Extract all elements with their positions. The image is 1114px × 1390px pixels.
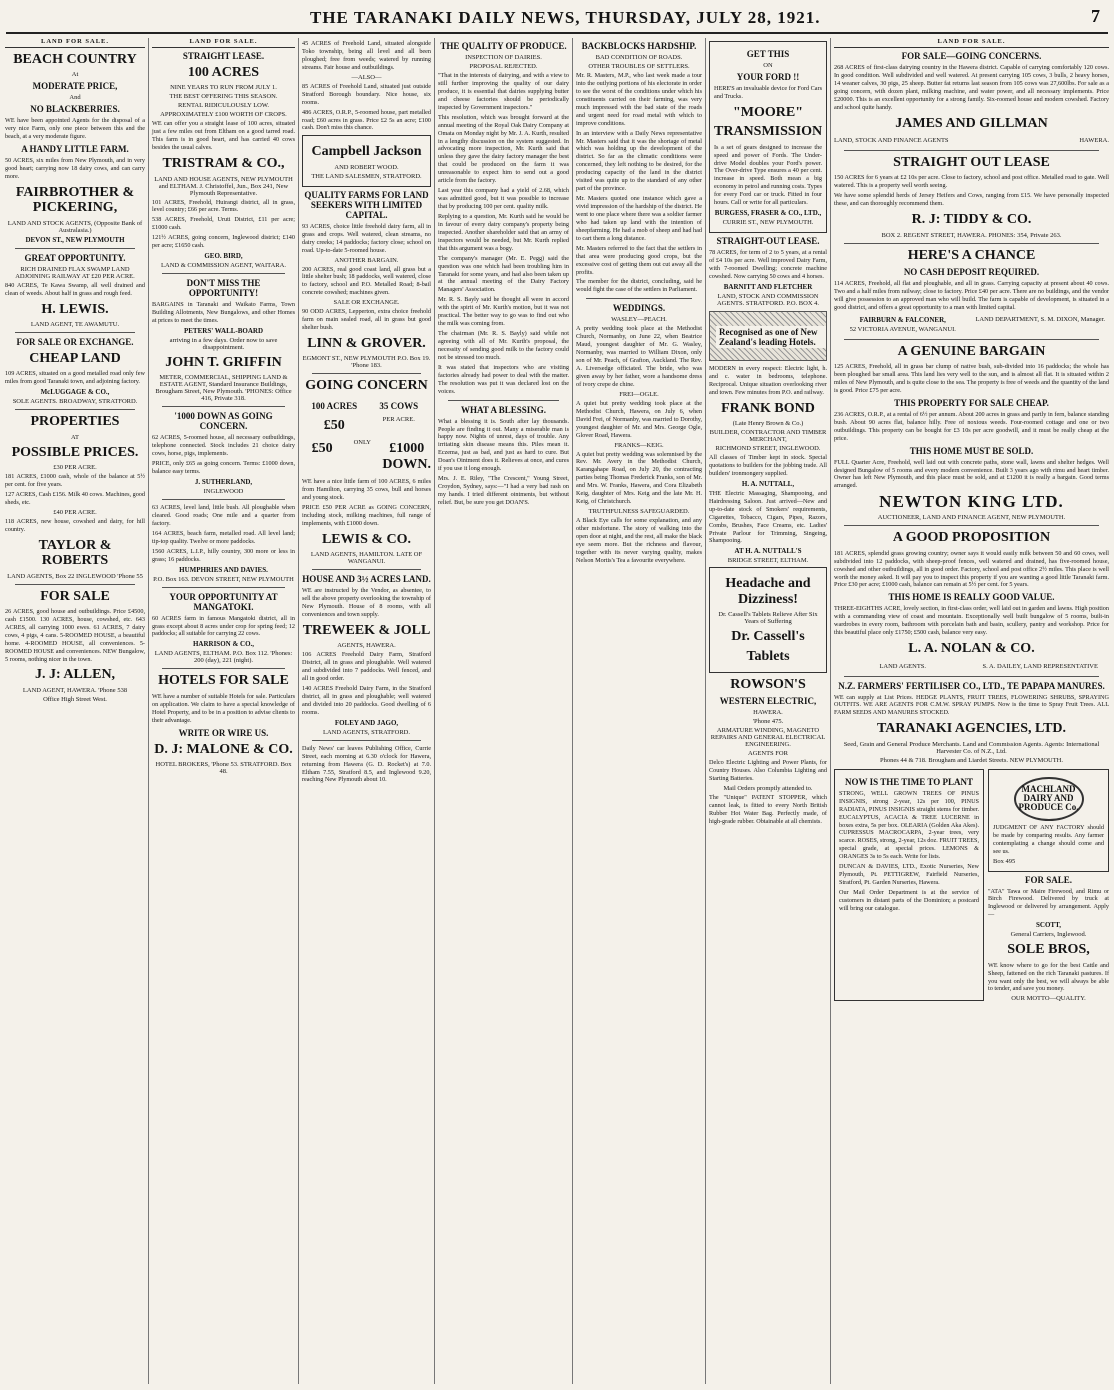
masthead bbox=[0, 0, 1114, 34]
column-1 bbox=[2, 38, 148, 1384]
agent-name: H. A. NUTTALL, bbox=[741, 479, 795, 488]
article-paragraph: Mr. Masters referred to the fact that the settlers in that area were producing good crops, but the excessive cost of getting them out cut away all the profits. bbox=[576, 244, 702, 276]
ad-body: Is a set of gears designed to increase the speed and power of Fords. The Under-drive Model doubles your Ford's power. The Over-drive Type ensures a 40 per cent. increase in speed. Both mean a big economy in petrol and running costs. Types for every Ford car or truck. Fitted in four hours. Call or write for all particulars. bbox=[714, 143, 822, 207]
ad-line: 35 COWS bbox=[379, 400, 419, 411]
article-headline: BACKBLOCKS HARDSHIP. bbox=[581, 41, 697, 51]
ad-heading: GOING CONCERN bbox=[305, 378, 428, 394]
ad-body: All classes of Timber kept in stock. Special quotations to builders for the jobbing trade. All builders' ironmongery supplied. bbox=[709, 454, 827, 477]
agent-name: GEO. BIRD, bbox=[204, 252, 243, 261]
agent-name: LEWIS & CO. bbox=[321, 531, 412, 547]
divider bbox=[844, 676, 1099, 677]
agent-name: FAIRBURN & FALCONER, bbox=[859, 315, 946, 324]
ad-heading: POSSIBLE PRICES. bbox=[11, 444, 139, 460]
agent-name: FRANK BOND bbox=[721, 400, 815, 416]
ad-line: At bbox=[71, 71, 79, 79]
ad-line: —ALSO— bbox=[351, 73, 382, 81]
ad-body: 840 ACRES, Te Kawa Swamp, all well drained and clean of weeds. About half in grass and rough feed. bbox=[5, 281, 145, 297]
ad-body: 268 ACRES of first-class dairying country in the Hawera district. Capable of carrying comfortably 120 cows. In good condition. Well subdivided and well watered. At present carrying 105 cows, 3 bulls, 2 heavy horses, 14 weaner calves, 30 pigs, 25 sheep. Butter fat returns last season from 105 cows was 27,600lbs. For sale as a going concern, with dozen plant, milking machine, and water power, and all necessary implements. Price £20000. This is an excellent opportunity for a strong family. Six-roomed house and modern cowshed. Factory and school quite handy. bbox=[834, 64, 1109, 111]
ad-body: WE can offer you a straight lease of 100 acres, situated just a few miles out from Eltham on a good tarred road. This farm is in good heart, and has carried 40 cows besides the usual calves. bbox=[152, 120, 295, 152]
ad-body: JUDGMENT OF ANY FACTORY should be made by comparing results. Any farmer contemplating a change should come and see us. bbox=[993, 823, 1104, 855]
article-paragraph: The member for the district, concluding, said he would fight the case of the settlers in Parliament. bbox=[576, 278, 702, 294]
agent-address: HAWERA. bbox=[753, 709, 783, 717]
ad-body: 125 ACRES, Freehold, all in grass bar clump of native bush, sub-divided into 16 paddocks; the whole has been ploughed bar small area. This land lies very well to the sun, and is almost all flat. It is situated within 2 miles of New Plymouth, and is quite close to the sea. The property is free of weeds and the quantity of the land is good. Price £75 per acre. bbox=[834, 363, 1109, 394]
agent-sub: LAND, STOCK AND FINANCE AGENTS bbox=[834, 137, 949, 145]
section-header: LAND FOR SALE. bbox=[152, 38, 295, 48]
article-paragraph: Mr. R. Masters, M.P., who last week made a tour into the outlying portions of his electorate in order to see the worst of the conditions under which his constituents carried on their farming, was very much impressed with the bad state of the roads and urgent need for road metal with which to improve conditions. bbox=[576, 72, 702, 127]
divider bbox=[448, 400, 559, 401]
agent-name: Campbell Jackson bbox=[311, 144, 422, 160]
agent-name: BARNITT AND FLETCHER bbox=[723, 282, 813, 291]
ad-body: DUNCAN & DAVIES, LTD., Exotic Nurseries, New Plymouth, Pt. PETTIGREW, Fairfield Nurseries, Stratford, Pt. Garden Nurseries, Hawera. bbox=[839, 863, 979, 887]
agent-sub: LAND AGENTS, ELTHAM. P.O. Box 112. 'Phones: 200 (day), 221 (night). bbox=[154, 650, 293, 665]
divider bbox=[312, 569, 421, 570]
article-paragraph: Mrs. J. E. Riley, "The Crescent," Young Street, Croydon, Sydney, says:—"I had a very bad rash on my hands. I tried different ointments, but without relief. But, be sure you get DOAN'S. bbox=[438, 475, 569, 506]
going-row bbox=[302, 414, 431, 437]
agent-name: FAIRBROTHER & PICKERING, bbox=[15, 185, 135, 216]
ad-line: ON bbox=[763, 62, 773, 69]
hotel-caption: Recognised as one of New Zealand's leading Hotels. bbox=[716, 326, 826, 348]
divider bbox=[15, 584, 135, 585]
agent-name: JAMES AND GILLMAN bbox=[895, 115, 1048, 131]
ad-heading: FOR SALE—GOING CONCERNS. bbox=[901, 51, 1042, 61]
agent-sub: General Carriers, Inglewood. bbox=[1010, 931, 1087, 939]
agent-address: 'Phone 475. bbox=[752, 718, 784, 726]
ad-body: 181 ACRES, splendid grass growing country; owner says it would easily milk between 50 and 60 cows, well subdivided into 12 paddocks, with sheep-proof fences, well watered and drained, has five-roomed house, cowshed and other outbuildings, all in good order. Factory, school and post office 2½ miles. This place is well worth the money asked. It will pay you to inspect this property if you are wanting a good little Taranaki farm. Price £30 per acre; £1000 cash, balance can remain at 5½ per cent. for 5 years. bbox=[834, 549, 1109, 589]
ad-line: AGENTS FOR bbox=[748, 750, 788, 758]
agent-name: TARANAKI AGENCIES, LTD. bbox=[876, 721, 1067, 737]
agent-sub: LAND AGENTS, STRATFORD. bbox=[322, 728, 411, 736]
ad-line: £50 bbox=[323, 417, 345, 433]
divider bbox=[15, 248, 135, 249]
agent-sub: P.O. Box 163. DEVON STREET, NEW PLYMOUTH bbox=[153, 575, 294, 583]
agent-name: McLUGGAGE & CO., bbox=[40, 388, 110, 397]
ad-right-stack bbox=[984, 766, 1109, 1005]
article-paragraph: This resolution, which was brought forward at the annual meeting of the Royal Oak Dairy Company at Omata on Monday night by Mr. J. A. Kurth, resulted in a lengthy discussion on the system suggested. In advocating more inspection, Mr. Kurth said that unless they gave the dairy factory manager the best that could be produced on the farm it was unreasonable to expect him to send out a good article from the factory. bbox=[438, 113, 569, 185]
ad-body: 101 ACRES, Freehold, Huirangi district, all in grass, level country; £66 per acre. Terms. bbox=[152, 198, 295, 214]
agent-sub: LAND AGENT, HAWERA. 'Phone 538 bbox=[22, 686, 128, 694]
ad-heading: DON'T MISS THE OPPORTUNITY! bbox=[186, 278, 261, 299]
agent-name: J. SUTHERLAND, bbox=[194, 478, 253, 487]
ad-body: The "Unique" PATENT STOPPER, which cannot leak, is fitted to every North British Rubber Hot Water Bag. Perfectly made, of high-grade rubber. Obtainable at all chemists. bbox=[709, 794, 827, 825]
divider bbox=[844, 150, 1099, 151]
agent-sub: EGMONT ST., NEW PLYMOUTH P.O. Box 19. 'Phone 183. bbox=[302, 355, 431, 370]
agent-sub: LAND AGENTS. bbox=[879, 662, 927, 670]
ad-heading: Dr. Cassell's bbox=[731, 629, 805, 645]
ad-heading: THIS HOME IS REALLY GOOD VALUE. bbox=[888, 592, 1055, 603]
ad-body: We have some splendid herds of Jersey Heifers and Cows, ranging from £15. We have personally inspected these, and can thoroughly recommend them. bbox=[834, 192, 1109, 208]
ad-body: 26 ACRES, good house and outbuildings. Price £4500, cash £1500. 130 ACRES, house, cowshed, etc. 643 ACRES, all carrying 1000 ewes. 61 ACRES, 7 dairy cows, 4 pigs, 4 cans. 5-ROOMED HOUSE, a beautiful home. 4-ROOMED HOUSE, all conveniences. 5-ROOMED HOUSE and conveniences. NEW Bungalow, 5 rooms, nothing nicer in the town. bbox=[5, 607, 145, 663]
agent-name: ROWSON'S bbox=[730, 676, 806, 692]
ad-heading: THIS HOME MUST BE SOLD. bbox=[909, 445, 1034, 456]
article-paragraph: The company's manager (Mr. E. Pegg) said the question was one which had been troubling him in Taranaki for some years, and had also been taken up at the annual meeting of the Dairy Factory Managers' Association. bbox=[438, 254, 569, 294]
ad-body: WE have a nice little farm of 100 ACRES, 6 miles from Hamilton, carrying 35 cows, bull and horses and young stock. bbox=[302, 478, 431, 501]
article-subhead: OTHER TROUBLES OF SETTLERS. bbox=[588, 63, 690, 70]
ad-line: YOUR FORD !! bbox=[736, 72, 800, 82]
agent-address: HAWERA. bbox=[1079, 137, 1109, 145]
agent-sub: S. A. DAILEY, LAND REPRESENTATIVE bbox=[982, 662, 1098, 670]
article-paragraph: The chairman (Mr. R. S. Bayly) said while not agreeing with all of Mr. Kurth's proposal, the necessity of sending good milk to the factory could not be stressed too much. bbox=[438, 330, 569, 361]
ad-body: 109 ACRES, situated on a good metalled road only few miles from good Taranaki town, and adjoining factory. bbox=[5, 370, 145, 386]
ad-body: 90 ODD ACRES, Lepperton, extra choice freehold farm on main sealed road, all in grass but good shelter bush. bbox=[302, 308, 431, 332]
agent-name: FOLEY AND JAGO, bbox=[334, 718, 399, 727]
article-subhead: PROPOSAL REJECTED. bbox=[469, 63, 538, 70]
ad-heading: 100 ACRES bbox=[187, 65, 260, 80]
ad-heading: STRAIGHT LEASE. bbox=[182, 51, 265, 61]
divider bbox=[162, 406, 285, 407]
agent-name: JOHN T. GRIFFIN bbox=[165, 354, 282, 370]
ad-heading: A GENUINE BARGAIN bbox=[897, 343, 1046, 359]
agent-name: BURGESS, FRASER & CO., LTD., bbox=[714, 209, 822, 218]
divider bbox=[844, 339, 1099, 340]
agent-name: SCOTT, bbox=[1036, 921, 1061, 930]
agent-name: TRISTRAM & CO., bbox=[162, 156, 285, 172]
ad-line: ARMATURE WINDING, MAGNETO REPAIRS AND GENERAL ELECTRICAL ENGINEERING. bbox=[710, 727, 826, 749]
ad-heading: STRAIGHT OUT LEASE bbox=[893, 155, 1050, 171]
ad-body: 486 ACRES, O.R.P., 5-roomed house, part metalled road; £60 acres in grass. Price £2 5s an acre; £100 cash. Don't miss this chance. bbox=[302, 108, 431, 132]
ad-heading: Tablets bbox=[746, 648, 790, 664]
ad-body: 45 ACRES of Freehold Land, situated alongside Toko township, being all level and all been ploughed; free from weeds; watered by running streams. Fair house and outbuildings. bbox=[302, 40, 431, 71]
ad-body: Delco Electric Lighting and Power Plants, for Country Houses. Also Columbia Lighting and Starting Batteries. bbox=[709, 759, 827, 783]
column-3 bbox=[298, 38, 434, 1384]
agent-sub: AND ROBERT WOOD. bbox=[334, 163, 399, 171]
ad-body: 181 ACRES, £1000 cash, whole of the balance at 5½ per cent. for five years. bbox=[5, 473, 145, 489]
agent-sub: INGLEWOOD bbox=[203, 488, 244, 496]
agent-row bbox=[834, 661, 1109, 672]
agent-name: HUMPHRIES AND DAVIES. bbox=[179, 565, 268, 574]
hotel-illustration bbox=[709, 311, 827, 361]
article-paragraph: "That in the interests of dairying, and with a view to still further improving the quality of our dairy produce, it is essential that dairies supplying butter and cheese factories should be periodically inspected by Government inspectors." bbox=[438, 72, 569, 111]
ad-body: 538 ACRES, Freehold, Uruti District, £11 per acre; £1000 cash. bbox=[152, 216, 295, 232]
ad-body: PRICE, only £65 as going concern. Terms: £1000 down, balance easy terms. bbox=[152, 460, 295, 476]
ad-body: 50 ACRES, six miles from New Plymouth, and in very good heart; carrying now 18 dairy cows, and can carry more. bbox=[5, 157, 145, 181]
divider bbox=[312, 373, 421, 374]
ad-body: 78 ACRES, for term of 2 to 5 years, at a rental of £4 10s per acre. Well improved Dairy Farm, with 7-roomed Dwelling; concrete machine cowshed. Now carrying 50 cows and 4 horses. bbox=[709, 249, 827, 280]
agent-sub: METER, COMMERCIAL, SHIPPING LAND & ESTATE AGENT, Standard Insurance Buildings, Brougham Street, New Plymouth. 'PHONES: Office 416, Private 318. bbox=[155, 374, 292, 403]
ad-line: RICH DRAINED FLAX SWAMP LAND ADJOINING RAILWAY AT £20 PER ACRE. bbox=[15, 265, 135, 280]
section-header: LAND FOR SALE. bbox=[834, 38, 1109, 48]
ad-line: OUR MOTTO—QUALITY. bbox=[1011, 995, 1086, 1003]
ad-line: MODERATE PRICE, bbox=[32, 81, 118, 92]
ad-heading: PROPERTIES bbox=[30, 414, 120, 430]
ad-body: THREE-EIGHTHS ACRE, lovely section, in first-class order, well laid out in garden and lawns. High position with a commanding view of coast and mountain. Exceptionally well built bungalow of 5 rooms, built-in wardrobes in every room, bathroom with porcelain bath and basin, scullery, pantry and workshop. Price for this beautiful place only £1750; £500 cash, balance very easy. bbox=[834, 605, 1109, 637]
ad-line: Box 495 bbox=[993, 857, 1016, 865]
agent-name: TAYLOR & ROBERTS bbox=[38, 537, 112, 569]
article-paragraph: Mr. Masters quoted one instance which gave a vivid impression of the hardship of the district. He went to one place where there was a soldier farmer who had taken up land with the intention of sheepfarming. He had a mob of sheep and had had to cart them a long distance. bbox=[576, 195, 702, 242]
ad-body: WE can supply at List Prices. HEDGE PLANTS, FRUIT TREES, FLOWERING SHRUBS, SPRAYING OUTFITS. WE ARE AGENTS FOR C.M.W. SPRAY PUMPS. Now is the time to Spray Fruit Trees. ALL FARM SEEDS AND MANURES STOCKED. bbox=[834, 693, 1109, 717]
agent-row bbox=[834, 314, 1109, 335]
article-paragraph: Last year this company had a yield of 2.68, which was admitted good, but it was possible to increase that by producing 100 per cent. quality milk. bbox=[438, 187, 569, 210]
ad-body: 118 ACRES, new house, cowshed and dairy, for hill country. bbox=[5, 517, 145, 533]
ad-line: Dr. Cassell's Tablets Relieve After Six Years of Suffering bbox=[718, 611, 818, 626]
agent-sub: LAND AND HOUSE AGENTS, NEW PLYMOUTH and ELTHAM. J. Christoffel, Jun., Box 241, New Plymouth Representative. bbox=[154, 175, 293, 197]
agent-sub: SOLE AGENTS. BROADWAY, STRATFORD. bbox=[12, 398, 138, 406]
section-header: LAND FOR SALE. bbox=[5, 38, 145, 48]
ad-line: PETERS' WALL-BOARD bbox=[183, 326, 264, 335]
agent-address: BRIDGE STREET, ELTHAM. bbox=[727, 557, 809, 565]
ad-line: 100 ACRES bbox=[311, 400, 358, 411]
ad-body: 200 ACRES, real good coast land, all grass but a little shelter bush; 18 paddocks, well watered, close to factory, school and P.O. Metalled Road; 8-bail concrete cowshed; machines given. bbox=[302, 265, 431, 297]
ad-heading: HOTELS FOR SALE bbox=[158, 673, 289, 689]
ad-heading: HERE'S A CHANCE bbox=[907, 247, 1036, 263]
ad-body: 85 ACRES of Freehold Land, situated just outside Stratford Borough boundary. Nice house, six rooms. bbox=[302, 82, 431, 106]
ad-heading: BEACH COUNTRY bbox=[13, 52, 137, 67]
ad-body: 150 ACRES for 6 years at £2 10s per acre. Close to factory, school and post office. Metalled road to gate. Well watered. This is a property well worth seeing. bbox=[834, 174, 1109, 190]
ad-line: SALE OR EXCHANGE. bbox=[333, 299, 400, 307]
divider bbox=[162, 499, 285, 500]
ad-line: NO BLACKBERRIES. bbox=[30, 104, 120, 115]
ad-body: MODERN in every respect: Electric light, h. and c. water in bedrooms, telephone. Reciprocal. Unique situation overlooking river and town. Few minutes from P.O. and railway. bbox=[709, 364, 827, 396]
ad-line: arriving in a few days. Order now to save disappointment. bbox=[169, 336, 278, 351]
agent-address: DEVON ST., NEW PLYMOUTH bbox=[25, 235, 125, 244]
ad-line: WRITE OR WIRE US. bbox=[178, 727, 269, 738]
ad-body: WE have been appointed Agents for the disposal of a very nice Farm, only one piece between this and the beach, at a very moderate figure. bbox=[5, 117, 145, 141]
agent-name: H. LEWIS. bbox=[41, 301, 109, 317]
agent-sub: BOX 2. REGENT STREET, HAWERA. PHONES: 354, Private 263. bbox=[881, 231, 1062, 239]
agent-sub: LAND AND STOCK AGENTS, (Opposite Bank of Australasia.) bbox=[7, 219, 143, 234]
agent-sub: AUCTIONEER, LAND AND FINANCE AGENT, NEW PLYMOUTH. bbox=[877, 514, 1066, 522]
ad-body: HERE'S an invaluable device for Ford Cars and Trucks. bbox=[714, 85, 822, 100]
ad-line: Mail Orders promptly attended to. bbox=[723, 785, 813, 793]
ad-body: "ATA" Tawa or Maire Firewood, and Rimu or Birch Firewood. Delivered by truck at Inglewood or delivered by arrangement. Apply— bbox=[988, 887, 1109, 919]
ad-body: 127 ACRES, Cash £156. Milk 40 cows. Machines, good sheds, etc. bbox=[5, 490, 145, 506]
agent-address: RICHMOND STREET, INGLEWOOD. bbox=[715, 445, 821, 453]
going-row bbox=[302, 398, 431, 414]
ad-heading: '1000 DOWN AS GOING CONCERN. bbox=[174, 411, 273, 432]
ad-heading: NOW IS THE TIME TO PLANT bbox=[845, 776, 973, 787]
agent-sub: LAND, STOCK AND COMMISSION AGENTS. STRATFORD. P.O. BOX 4. bbox=[716, 292, 820, 307]
agent-address: THE LAND SALESMEN, STRATFORD. bbox=[311, 172, 422, 180]
ad-heading: THIS PROPERTY FOR SALE CHEAP. bbox=[894, 397, 1049, 408]
ad-line: ANOTHER BARGAIN. bbox=[334, 256, 399, 264]
agent-name: HARRISON & CO., bbox=[192, 640, 255, 649]
article-subhead: WASLEY—PEACH. bbox=[611, 316, 667, 324]
ad-line: PER ACRE. bbox=[382, 415, 415, 423]
agent-name: L. A. NOLAN & CO. bbox=[908, 641, 1035, 657]
ad-body: 236 ACRES, O.R.P., at a rental of 6½ per annum. About 200 acres in grass and partly in fern, balance standing bush. About 90 acres flat, balance hilly. Free of noxious weeds. Four-roomed cottage and one or two outbuildings. This property can be bought for £3 10s per acre goodwill, and it must be really cheap at the price. bbox=[834, 410, 1109, 442]
ad-body: FULL Quarter Acre, Freehold, well laid out with concrete paths, stone wall, lawns and shelter hedges. Well designed Bungalow of 5 rooms and every modern convenience. Built 3 years ago with rimu and heart timber. Owner has left New Plymouth, and this place must be sold, and at £1200 it is really a bargain. Good terms arranged. bbox=[834, 458, 1109, 490]
agent-left bbox=[834, 314, 972, 335]
ad-heading: "MOORE" bbox=[733, 104, 803, 120]
article-headline: WEDDINGS. bbox=[612, 303, 666, 314]
divider bbox=[162, 273, 285, 274]
ad-line: RENTAL RIDICULOUSLY LOW. bbox=[177, 102, 270, 110]
divider bbox=[162, 668, 285, 669]
article-subhead: TRUTHFULNESS SAFEGUARDED. bbox=[588, 508, 690, 516]
article-paragraph: It was stated that inspectors who are visiting factories already had power to deal with the matter. The resolution was put it was declared lost on the voices. bbox=[438, 363, 569, 395]
divider bbox=[15, 332, 135, 333]
divider bbox=[844, 525, 1099, 526]
article-paragraph: A quiet but pretty wedding took place at the Methodist Church, Hawera, on July 6, when David Frei, of Normanby, was married to Dorothy, youngest daughter of Mr. and Mrs. George Ogle, Glover Road, Hawera. bbox=[576, 399, 702, 439]
ad-heading: CHEAP LAND bbox=[29, 351, 121, 367]
divider bbox=[844, 243, 1099, 244]
ad-body: 93 ACRES, choice little freehold dairy farm, all in grass and crops. Well watered, clean streams, no dairy creeks; 14 paddocks; factory close; school on road. Up-to-date 5-roomed house. bbox=[302, 222, 431, 254]
column-4 bbox=[434, 38, 572, 1384]
agent-name: SOLE BROS, bbox=[1007, 942, 1090, 958]
article-paragraph: Replying to a question, Mr. Kurth said he would be in favour of every dairy company's property being inspected. Another shareholder said that an army of inspectors would be needed, but Mr. Kurth replied that this argument was a bogy. bbox=[438, 212, 569, 252]
ad-body: WE have a number of suitable Hotels for sale. Particulars on application. We claim to have a special knowledge of Hotel Property, and to be in a position to advise clients to their advantage. bbox=[152, 692, 295, 724]
agent-sub: LAND AGENTS, HAMILTON. LATE OF WANGANUI. bbox=[310, 551, 423, 566]
ad-body: 140 ACRES Freehold Dairy Farm, in the Stratford district, all in grass and ploughable; well watered and divided into 20 paddocks. Good dwelling of 6 rooms. bbox=[302, 684, 431, 716]
article-paragraph: A pretty wedding took place at the Methodist Church, Normanby, on June 22, when Beatrice Maud, youngest daughter of Mr. G. Wasley, Normanby, was married to William Dixon, only son of Mr. Peach, of Grafton, Auckland. The Rev. A. Liversedge officiated. The bride, who was given away by her father, wore a handsome dress of ivory crepe de chine. bbox=[576, 325, 702, 388]
ad-line: And bbox=[69, 94, 81, 102]
agent-sub: (Late Henry Brown & Co.) bbox=[732, 420, 804, 428]
agent-sub: Seed, Grain and General Produce Merchants. Land and Commission Agents. Agents: International Harvester Co. of N.Z., Ltd. bbox=[843, 740, 1100, 755]
agent-name: R. J: TIDDY & CO. bbox=[911, 212, 1032, 228]
article-paragraph: What a blessing it is. South after lay thousands. People are finding it out. Many a miserable man is happy now. Nights of unrest, days of trouble. Any irritating skin disease means this. Piles mean it. Eczema, just as bad, and just as hard to cure. But Doan's Ointment does it. Relieves at once, and cures if you use it long enough. bbox=[438, 417, 569, 473]
article-paragraph: A Black Eye calls for some explanation, and any other misfortune. The story of walking into the open door at night, and the rest, all make the black eye seem more. But the richness and flavour, together with its never varying quality, makes Nelson Mortis's Tea a favourite everywhere. bbox=[576, 517, 702, 564]
bottom-split bbox=[834, 766, 1109, 1005]
column-7 bbox=[830, 38, 1112, 1384]
divider bbox=[15, 409, 135, 410]
agent-sub: AGENTS, HAWERA. bbox=[337, 642, 396, 650]
ad-body: 121½ ACRES, going concern, Inglewood district; £140 per acre; £1650 cash. bbox=[152, 234, 295, 250]
ad-line: ONLY bbox=[353, 439, 371, 447]
ad-heading: FOR SALE bbox=[40, 588, 110, 604]
agent-sub: LAND AGENT, TE AWAMUTU. bbox=[30, 321, 120, 329]
ad-body: 60 ACRES farm in famous Mangatoki district, all in grass except about 8 acres under crop for spring feed; 12 paddocks; all suitable for carrying 22 cows. bbox=[152, 614, 295, 638]
masthead-rule bbox=[6, 32, 1108, 34]
ad-body: WE know where to go for the best Cattle and Sheep, fattened on the rich Taranaki pastures. If you want only the best, we will always be able to tender, and save you money. bbox=[988, 961, 1109, 993]
ad-body: 62 ACRES, 5-roomed house, all necessary outbuildings, telephone connected. Stock includes 21 choice dairy cows, horse, pigs, implements. bbox=[152, 434, 295, 458]
ad-line: £1000 DOWN. bbox=[382, 441, 431, 472]
divider bbox=[586, 298, 692, 299]
ad-heading: N.Z. FARMERS' FERTILISER CO., LTD., TE PAPAPA MANURES. bbox=[838, 680, 1105, 691]
article-headline: THE QUALITY OF PRODUCE. bbox=[440, 41, 567, 51]
column-2 bbox=[148, 38, 298, 1384]
agent-name: NEWTON KING LTD. bbox=[879, 492, 1064, 512]
agent-sub: BUILDER, CONTRACTOR AND TIMBER MERCHANT, bbox=[709, 429, 827, 444]
article-paragraph: A quiet but pretty wedding was solemnised by the Rev. Mr. Avery in the Methodist Church, Karangahape Road, on July 20, the contracting parties being Thomas Frederick Franks, son of Mr. and Mrs. W. Franks, Hawera, and Cora Elizabeth Keig, daughter of Mrs. Keig and the late Mr. H. Keig, of Christchurch. bbox=[576, 450, 702, 506]
ad-line: A HANDY LITTLE FARM. bbox=[21, 144, 129, 155]
ad-heading: A GOOD PROPOSITION bbox=[892, 530, 1051, 546]
agent-name: J. J: ALLEN, bbox=[34, 667, 116, 683]
agent-sub: CURRIE ST., NEW PLYMOUTH. bbox=[722, 219, 814, 227]
agent-sub: HOTEL BROKERS, 'Phone 53. STRATFORD. Box 48. bbox=[155, 760, 292, 775]
ad-heading: Headache and Dizziness! bbox=[725, 576, 811, 607]
masthead-title: THE TARANAKI DAILY NEWS, THURSDAY, JULY 28, 1921. bbox=[310, 8, 821, 27]
agent-sub: WESTERN ELECTRIC, bbox=[719, 696, 817, 707]
ad-box-dairy bbox=[988, 769, 1109, 872]
divider bbox=[162, 587, 285, 588]
article-subhead: FREI—OGLE. bbox=[619, 390, 659, 398]
ad-line: APPROXIMATELY £100 WORTH OF CROPS. bbox=[160, 111, 287, 119]
divider bbox=[312, 740, 421, 741]
column-5 bbox=[572, 38, 705, 1384]
ad-box-ford bbox=[709, 41, 827, 233]
column-6 bbox=[705, 38, 830, 1384]
ad-heading: GREAT OPPORTUNITY. bbox=[24, 252, 126, 263]
ad-body: 1560 ACRES, L.I.P., hilly country, 300 more or less in grass; 16 paddocks. bbox=[152, 547, 295, 563]
ad-line: £40 PER ACRE. bbox=[53, 508, 97, 516]
agent-sub: LAND & COMMISSION AGENT, WAITARA. bbox=[161, 262, 286, 270]
ad-heading: TRANSMISSION bbox=[714, 124, 823, 140]
ad-heading: YOUR OPPORTUNITY AT MANGATOKI. bbox=[169, 591, 278, 612]
ad-body: Daily News' car leaves Publishing Office, Currie Street, each morning at 6.30 o'clock for Hawera, returning from Hawera (G. D. Rocket's) at 7.0. Eltham 7.55, Stratford 8.5, and Inglewood 9.20, reaching New Plymouth about 10. bbox=[302, 744, 431, 784]
article-paragraph: In an interview with a Daily News representative Mr. Masters said that it was the shortage of metal which was holding up the development of the district. So far as the climatic conditions were concerned, they left nothing to be desired, for the producing capacity of the land in the district visited was quite up to the standard of any other part of the province. bbox=[576, 129, 702, 193]
ad-body: BARGAINS in Taranaki and Waikato Farms, Town Building Allotments, New Bungalows, and other Homes at prices to meet the times. bbox=[152, 301, 295, 325]
ad-box-plant bbox=[834, 769, 984, 1002]
ad-body: 164 ACRES, beach farm, metalled road. All level land; tip-top quality. Twelve or more paddocks. bbox=[152, 529, 295, 545]
ad-line: £50 bbox=[311, 441, 333, 457]
ad-heading: FOR SALE OR EXCHANGE. bbox=[16, 337, 134, 348]
ad-body: THE Electric Massaging, Shampooing, and Hairdressing Saloon. Just arrived—New and up-to-date stock of Smokers' requirements, Cigarettes, Tobacco, Cigars, Pipes, Razors, Combs, Brushes, Face Creams, etc. Ladies' Private Parlour for Trimming, Singeing, Shampooing. bbox=[709, 489, 827, 545]
agent-address: 52 VICTORIA AVENUE, WANGANUI. bbox=[849, 325, 956, 333]
article-subhead: FRANKS—KEIG. bbox=[614, 441, 664, 449]
agent-box bbox=[302, 135, 431, 186]
ad-line: £30 PER ACRE. bbox=[53, 464, 97, 472]
ad-body: 106 ACRES Freehold Dairy Farm, Stratford District, all in grass and ploughable. Well watered and subdivided into 7 paddocks. Well fenced, and all in good order. bbox=[302, 651, 431, 682]
agent-address: Office High Street West. bbox=[43, 695, 107, 703]
article-paragraph: Mr. R. S. Bayly said he thought all were in accord with the spirit of Mr. Kurth's motion, but it was not practical. The better way to go was to find out who the milk was coming from. bbox=[438, 296, 569, 328]
page-number: 7 bbox=[1091, 6, 1100, 26]
ad-line: NO CASH DEPOSIT REQUIRED. bbox=[903, 266, 1040, 277]
ad-body: WE are instructed by the Vendor, as absentee, to sell the above property overlooking the township of New Plymouth. House of 8 rooms, with all conveniences and town supply. bbox=[302, 587, 431, 618]
agent-right: LAND DEPARTMENT, S. M. DIXON, Manager. bbox=[975, 315, 1106, 323]
ad-body: 114 ACRES, Freehold, all flat and ploughable, and all in grass. Carrying capacity at present about 40 cows. Two and a half miles from railway; close to factory. Price £40 per acre. There are no buildings, and the vendor will give possession to an approved man who will build. The farm is capable of development, is situated in a good district, and offers a great opportunity to a man with limited capital. bbox=[834, 279, 1109, 311]
ad-body: Our Mail Order Department is at the service of customers in distant parts of the Dominion; a postcard will bring our catalogue. bbox=[839, 889, 979, 912]
article-headline: WHAT A BLESSING. bbox=[461, 404, 546, 415]
ad-body: STRONG, WELL GROWN TREES OF PINUS INSIGNIS, strong 2-year, 12s per 100, PINUS RADIATA, PINUS INSIGNIS straight stems for timber. EUCALYPTUS, ACACIA & TREE LUCERNE in boxes extra, 5s per box. OLEARIA (Golden Aka Akes). CUPRESSUS MACROCARPA, 2-year trees, very scarce. ROSES, strong, 2-year, 12s doz. FRUIT TREES, special grade, at special prices. LEMONS & ORANGES 3s to 5s each. Write for lists. bbox=[839, 789, 979, 861]
agent-address: Phones 44 & 718. Brougham and Liardet Streets. NEW PLYMOUTH. bbox=[879, 756, 1063, 764]
ad-body: PRICE £50 PER ACRE as GOING CONCERN, including stock, milking machines, full range of implements, with £1000 down. bbox=[302, 503, 431, 527]
ad-line: GET THIS bbox=[746, 49, 790, 59]
agent-name: D. J: MALONE & CO. bbox=[154, 741, 293, 757]
ad-box-cassell bbox=[709, 567, 827, 673]
ad-heading: FOR SALE. bbox=[1024, 874, 1072, 885]
dairy-logo: MACHLAND DAIRY AND PRODUCE Co. bbox=[1014, 777, 1084, 821]
agent-name: LINN & GROVER. bbox=[307, 336, 426, 352]
ad-line: THE BEST OFFERING THIS SEASON. bbox=[169, 93, 278, 101]
ad-body: 63 ACRES, level land, little bush. All ploughable when cleared. Good roads; One mile and a quarter from factory. bbox=[152, 504, 295, 527]
ad-line: AT bbox=[71, 433, 79, 441]
ad-heading: QUALITY FARMS FOR LAND SEEKERS WITH LIMITED CAPITAL. bbox=[304, 189, 429, 220]
agent-name: AT H. A. NUTTALL'S bbox=[734, 547, 802, 556]
article-subhead: INSPECTION OF DAIRIES. bbox=[465, 54, 542, 61]
ad-heading: STRAIGHT-OUT LEASE. bbox=[716, 236, 820, 247]
agent-sub: LAND AGENTS, Box 22 INGLEWOOD 'Phone 55 bbox=[7, 572, 143, 580]
ad-line: NINE YEARS TO RUN FROM JULY 1. bbox=[170, 84, 277, 92]
ad-heading: HOUSE AND 3½ ACRES LAND. bbox=[302, 574, 431, 585]
article-subhead: BAD CONDITION OF ROADS. bbox=[595, 54, 683, 61]
agent-row bbox=[834, 135, 1109, 146]
going-row bbox=[302, 437, 431, 476]
agent-name: TREWEEK & JOLL bbox=[302, 622, 431, 638]
